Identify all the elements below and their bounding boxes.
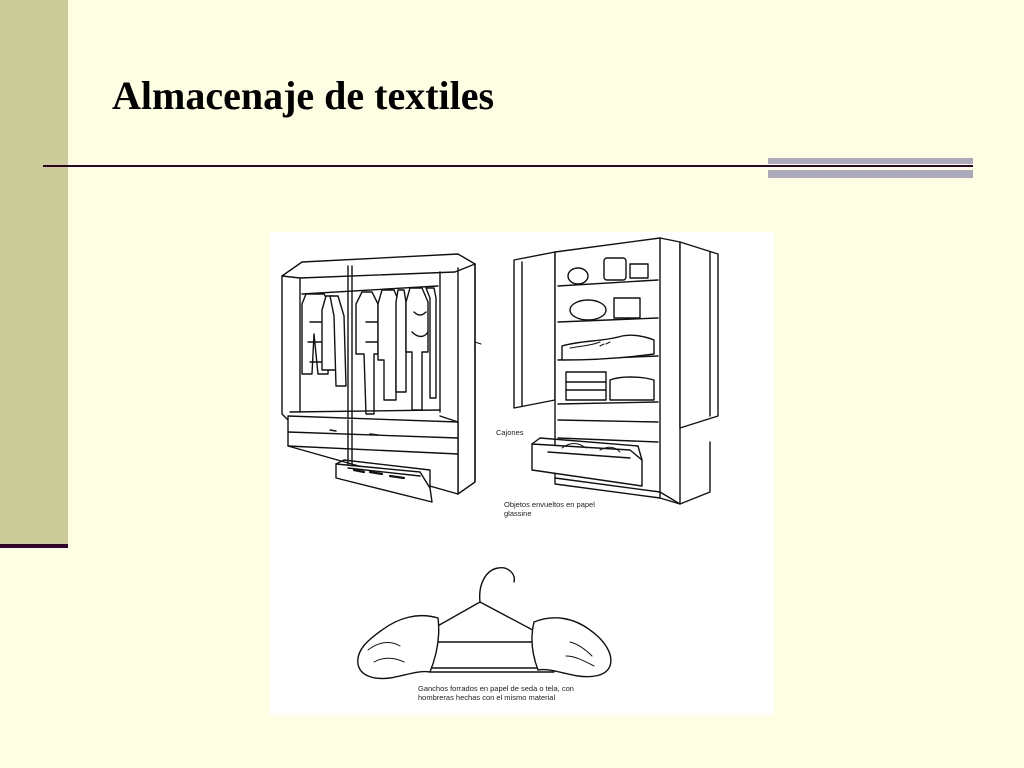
storage-illustration: [270, 232, 774, 715]
padded-hanger-drawing: [358, 568, 611, 679]
cabinet-shelves-drawing: [514, 238, 718, 504]
caption-cajones: Cajones: [496, 428, 524, 437]
caption-ganchos: Ganchos forrados en papel de seda o tela, con hombreras hechas con el mismo material: [418, 684, 574, 702]
slide-title: Almacenaje de textiles: [112, 73, 495, 118]
illustration-drawing: [270, 232, 774, 715]
caption-objetos: Objetos envueltos en papel glassine: [504, 500, 595, 518]
sidebar-band: [0, 0, 68, 546]
divider-accent-bottom: [768, 170, 973, 178]
wardrobe-hanging-drawing: [282, 254, 481, 502]
sidebar-underline: [0, 544, 68, 548]
divider-accent-top: [768, 158, 973, 164]
title-divider: [43, 165, 973, 167]
